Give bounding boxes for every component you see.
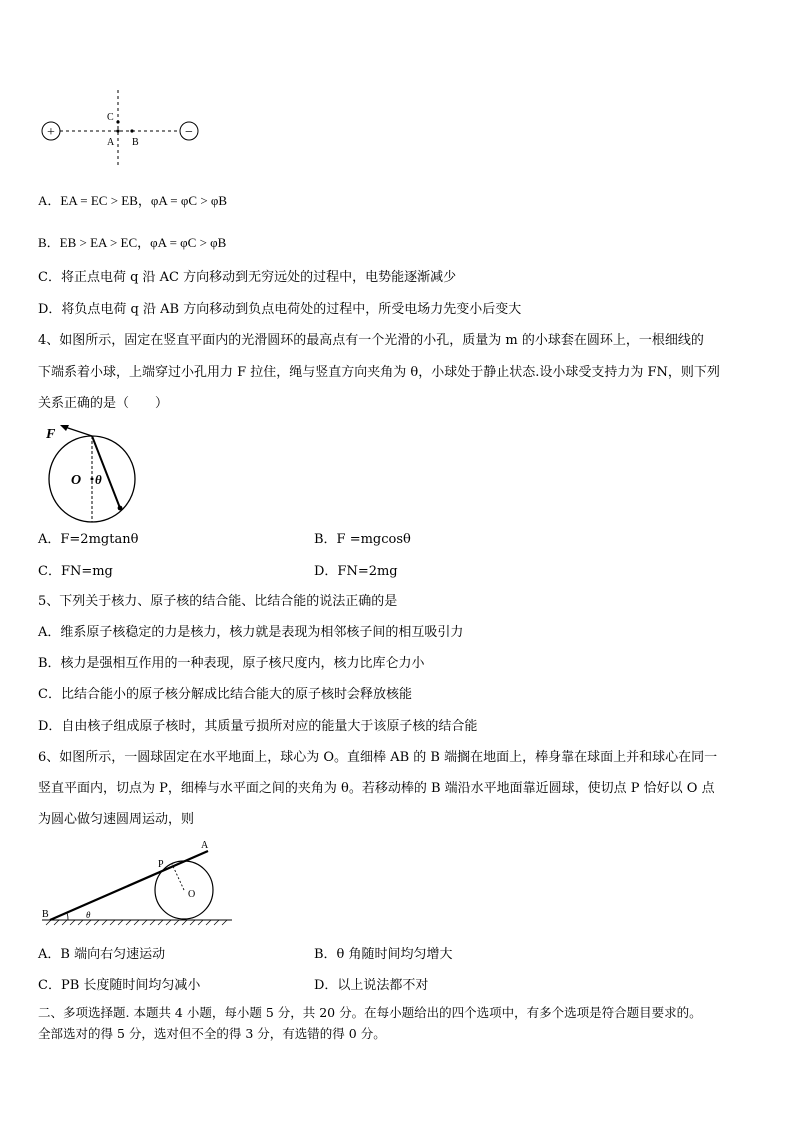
label-theta: θ xyxy=(86,910,91,920)
q4-option-b: B．F =mgcosθ xyxy=(314,532,411,547)
q6-option-b: B．θ 角随时间均匀增大 xyxy=(314,947,453,962)
label-a: A xyxy=(201,840,209,851)
q4-option-c: C．FN=mg xyxy=(38,564,113,579)
q6-option-a: A．B 端向右匀速运动 xyxy=(38,947,166,962)
section-2-instructions-line-2: 全部选对的得 5 分，选对但不全的得 3 分，有选错的得 0 分。 xyxy=(38,1026,386,1041)
q3-option-a: A．EA = EC > EB，φA = φC > φB xyxy=(38,193,228,208)
theta-arc xyxy=(67,913,68,920)
charges-figure xyxy=(40,88,205,168)
label-p: P xyxy=(158,859,164,870)
label-o: O xyxy=(188,889,196,900)
q5-stem: 5、下列关于核力、原子核的结合能、比结合能的说法正确的是 xyxy=(38,594,398,609)
label-a: A xyxy=(107,137,115,148)
positive-charge-symbol: + xyxy=(47,125,55,140)
ring-figure xyxy=(40,422,140,526)
section-2-instructions-line-1: 二、多项选择题. 本题共 4 小题，每小题 5 分，共 20 分。在每小题给出的四个选项中，有多个选项是符合题目要求的。 xyxy=(38,1005,702,1020)
q5-option-b: B．核力是强相互作用的一种表现，原子核尺度内，核力比库仑力小 xyxy=(38,656,425,671)
q6-stem-line-3: 为圆心做匀速圆周运动，则 xyxy=(38,812,195,827)
center-point xyxy=(91,478,94,481)
rod-ab xyxy=(50,851,208,920)
point-c xyxy=(116,120,119,123)
label-o: O xyxy=(71,473,82,488)
q4-stem-line-3: 关系正确的是（ ） xyxy=(38,396,169,411)
negative-charge-symbol: − xyxy=(185,125,193,140)
label-theta: θ xyxy=(95,472,102,487)
q5-option-d: D．自由核子组成原子核时，其质量亏损所对应的能量大于该原子核的结合能 xyxy=(38,719,478,734)
point-b xyxy=(130,129,133,132)
q4-stem-line-1: 4、如图所示，固定在竖直平面内的光滑圆环的最高点有一个光滑的小孔，质量为 m 的小球套在圆环上，一根细线的 xyxy=(38,333,704,348)
rod-sphere-figure xyxy=(38,838,234,932)
q3-option-d: D．将负点电荷 q 沿 AB 方向移动到负点电荷处的过程中，所受电场力先变小后变大 xyxy=(38,302,522,317)
radius-op xyxy=(172,864,184,890)
q4-option-d: D．FN=2mg xyxy=(314,564,398,579)
q5-option-c: C．比结合能小的原子核分解成比结合能大的原子核时会释放核能 xyxy=(38,687,412,702)
ground-hatching xyxy=(46,920,227,925)
point-a xyxy=(116,129,119,132)
q4-stem-line-2: 下端系着小球，上端穿过小孔用力 F 拉住，绳与竖直方向夹角为 θ，小球处于静止状态.设小球受支持力为 FN，则下列 xyxy=(38,365,720,380)
q3-option-c: C．将正点电荷 q 沿 AC 方向移动到无穷远处的过程中，电势能逐渐减少 xyxy=(38,270,457,285)
q3-option-b: B．EB > EA > EC，φA = φC > φB xyxy=(38,235,227,250)
small-ball xyxy=(118,506,123,511)
q6-option-c: C．PB 长度随时间均匀减小 xyxy=(38,978,201,993)
label-b: B xyxy=(132,137,139,148)
q4-option-a: A．F=2mgtanθ xyxy=(38,532,139,547)
label-c: C xyxy=(107,112,114,123)
q6-stem-line-1: 6、如图所示，一圆球固定在水平地面上，球心为 O。直细棒 AB 的 B 端搁在地面上，棒身靠在球面上并和球心在同一 xyxy=(38,750,718,765)
q6-option-d: D．以上说法都不对 xyxy=(314,978,429,993)
label-f: F xyxy=(46,427,56,442)
q5-option-a: A．维系原子核稳定的力是核力，核力就是表现为相邻核子间的相互吸引力 xyxy=(38,625,464,640)
q6-stem-line-2: 竖直平面内，切点为 P，细棒与水平面之间的夹角为 θ。若移动棒的 B 端沿水平地面靠近圆球，使切点 P 恰好以 O 点 xyxy=(38,781,715,796)
label-b: B xyxy=(42,909,49,920)
